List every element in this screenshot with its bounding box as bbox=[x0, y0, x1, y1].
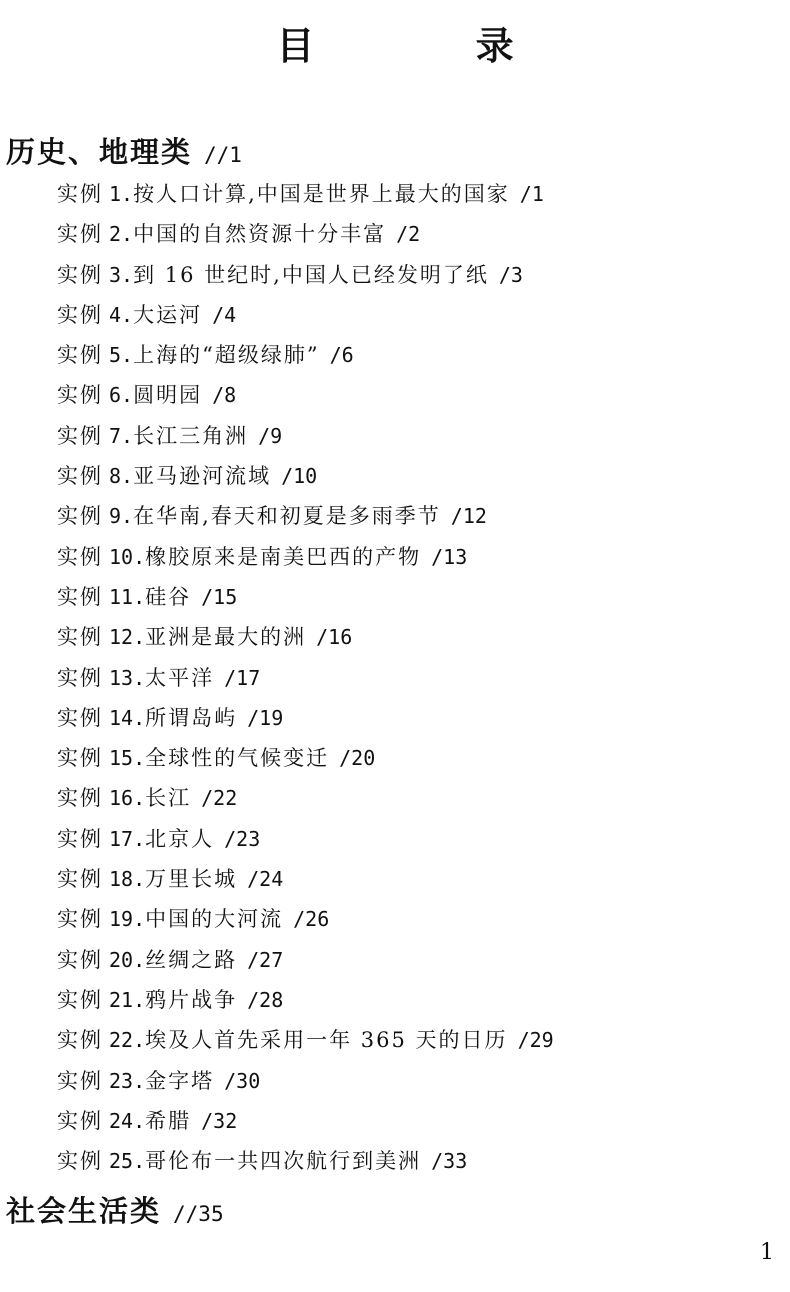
toc-entry-title: 太平洋 bbox=[145, 665, 215, 690]
toc-entry-page: /1 bbox=[519, 182, 544, 206]
toc-entry-page: /30 bbox=[224, 1068, 261, 1093]
toc-entry-page: /17 bbox=[224, 665, 261, 690]
section-page-ref: //35 bbox=[173, 1202, 224, 1226]
toc-entry-title: 丝绸之路 bbox=[145, 947, 238, 972]
toc-entry-number: 4. bbox=[109, 302, 134, 327]
toc-entry[interactable] bbox=[57, 174, 554, 214]
toc-entry-label: 实例 bbox=[57, 1108, 103, 1133]
toc-entry-page: /4 bbox=[212, 302, 237, 327]
toc-entry-page: /20 bbox=[339, 746, 376, 771]
toc-entry[interactable] bbox=[57, 819, 554, 859]
toc-entry-page: /10 bbox=[281, 464, 318, 489]
toc-entry[interactable] bbox=[57, 899, 554, 939]
toc-entry-page: /2 bbox=[396, 222, 421, 247]
toc-entry-label: 实例 bbox=[57, 1028, 103, 1053]
toc-entry-number: 24. bbox=[109, 1108, 146, 1133]
toc-entry[interactable] bbox=[57, 255, 554, 295]
toc-entry-number: 21. bbox=[109, 987, 146, 1012]
toc-entry-title: 中国的自然资源十分丰富 bbox=[133, 222, 387, 247]
toc-entry-number: 7. bbox=[109, 423, 134, 448]
toc-entry-page: /27 bbox=[247, 947, 284, 972]
toc-entry[interactable] bbox=[57, 778, 554, 818]
toc-entry-label: 实例 bbox=[57, 826, 103, 851]
toc-entry-number: 15. bbox=[109, 746, 146, 771]
toc-entry-title: 金字塔 bbox=[145, 1068, 215, 1093]
toc-entry-label: 实例 bbox=[57, 987, 103, 1012]
toc-entry-label: 实例 bbox=[57, 182, 103, 206]
toc-entry[interactable] bbox=[57, 1020, 554, 1060]
toc-entry[interactable] bbox=[57, 980, 554, 1020]
toc-entry[interactable] bbox=[57, 335, 554, 375]
toc-entry-page: /22 bbox=[201, 786, 238, 811]
toc-entry-page: /23 bbox=[224, 826, 261, 851]
toc-entry[interactable] bbox=[57, 1141, 554, 1181]
toc-entry-label: 实例 bbox=[57, 665, 103, 690]
toc-entry-page: /32 bbox=[201, 1108, 238, 1133]
toc-entry-label: 实例 bbox=[57, 302, 103, 327]
toc-entry-number: 17. bbox=[109, 826, 146, 851]
toc-entry-label: 实例 bbox=[57, 423, 103, 448]
toc-entry-title: 希腊 bbox=[145, 1108, 192, 1133]
toc-entry-label: 实例 bbox=[57, 1068, 103, 1093]
toc-entry[interactable] bbox=[57, 496, 554, 536]
toc-entry-title: 哥伦布一共四次航行到美洲 bbox=[145, 1149, 422, 1174]
toc-entry[interactable] bbox=[57, 375, 554, 415]
toc-entry-list bbox=[57, 174, 554, 1181]
toc-entry-number: 20. bbox=[109, 947, 146, 972]
toc-entry-title: 圆明园 bbox=[133, 383, 203, 408]
toc-entry-label: 实例 bbox=[57, 504, 103, 529]
toc-entry-page: /19 bbox=[247, 705, 284, 730]
toc-entry-number: 25. bbox=[109, 1149, 146, 1174]
toc-entry-label: 实例 bbox=[57, 907, 103, 932]
toc-entry-page: /33 bbox=[431, 1149, 468, 1174]
toc-entry-label: 实例 bbox=[57, 786, 103, 811]
toc-entry-label: 实例 bbox=[57, 867, 103, 892]
toc-entry-page: /16 bbox=[316, 625, 353, 650]
toc-entry-title: 长江三角洲 bbox=[133, 423, 249, 448]
toc-entry[interactable] bbox=[57, 456, 554, 496]
toc-entry-page: /3 bbox=[498, 262, 523, 287]
toc-entry-label: 实例 bbox=[57, 625, 103, 650]
toc-entry-page: /9 bbox=[258, 423, 283, 448]
toc-entry-page: /29 bbox=[517, 1028, 554, 1053]
toc-entry-title: 上海的“超级绿肺” bbox=[133, 343, 320, 368]
toc-entry-label: 实例 bbox=[57, 705, 103, 730]
toc-entry-number: 19. bbox=[109, 907, 146, 932]
page-number: 1 bbox=[760, 1240, 774, 1265]
section-title: 历史、地理类 bbox=[6, 135, 193, 169]
toc-entry-title: 硅谷 bbox=[145, 584, 192, 609]
toc-entry-label: 实例 bbox=[57, 584, 103, 609]
toc-entry-title: 埃及人首先采用一年 365 天的日历 bbox=[145, 1028, 508, 1053]
toc-entry-page: /26 bbox=[293, 907, 330, 932]
toc-entry-label: 实例 bbox=[57, 222, 103, 247]
toc-entry-title: 橡胶原来是南美巴西的产物 bbox=[145, 544, 422, 569]
toc-entry[interactable] bbox=[57, 698, 554, 738]
section-title: 社会生活类 bbox=[6, 1194, 162, 1228]
toc-entry-number: 18. bbox=[109, 867, 146, 892]
toc-entry-title: 大运河 bbox=[133, 302, 203, 327]
toc-entry[interactable] bbox=[57, 416, 554, 456]
toc-entry-number: 12. bbox=[109, 625, 146, 650]
toc-entry-number: 11. bbox=[109, 584, 146, 609]
page-title: 目 录 bbox=[276, 24, 588, 68]
toc-entry-label: 实例 bbox=[57, 383, 103, 408]
section-heading-social-life[interactable] bbox=[6, 1191, 224, 1234]
toc-entry-page: /24 bbox=[247, 867, 284, 892]
toc-entry[interactable] bbox=[57, 658, 554, 698]
toc-entry[interactable] bbox=[57, 1101, 554, 1141]
toc-entry-label: 实例 bbox=[57, 464, 103, 489]
toc-entry-title: 中国的大河流 bbox=[145, 907, 284, 932]
toc-entry-number: 22. bbox=[109, 1028, 146, 1053]
toc-entry-title: 长江 bbox=[145, 786, 192, 811]
toc-entry[interactable] bbox=[57, 214, 554, 254]
toc-entry-number: 1. bbox=[109, 182, 134, 206]
toc-entry-title: 全球性的气候变迁 bbox=[145, 746, 330, 771]
toc-entry[interactable] bbox=[57, 940, 554, 980]
toc-entry-number: 8. bbox=[109, 464, 134, 489]
toc-entry[interactable] bbox=[57, 295, 554, 335]
toc-entry-label: 实例 bbox=[57, 1149, 103, 1174]
toc-entry[interactable] bbox=[57, 617, 554, 657]
toc-entry-page: /12 bbox=[450, 504, 487, 529]
toc-entry-label: 实例 bbox=[57, 343, 103, 368]
toc-entry-number: 6. bbox=[109, 383, 134, 408]
toc-entry-page: /28 bbox=[247, 987, 284, 1012]
toc-entry-page: /8 bbox=[212, 383, 237, 408]
toc-entry[interactable] bbox=[57, 738, 554, 778]
toc-entry-title: 在华南,春天和初夏是多雨季节 bbox=[133, 504, 441, 529]
toc-entry-number: 14. bbox=[109, 705, 146, 730]
toc-entry-title: 鸦片战争 bbox=[145, 987, 238, 1012]
toc-entry-label: 实例 bbox=[57, 544, 103, 569]
toc-entry-number: 13. bbox=[109, 665, 146, 690]
toc-entry-title: 万里长城 bbox=[145, 867, 238, 892]
toc-entry-page: /6 bbox=[329, 343, 354, 368]
toc-entry-title: 亚洲是最大的洲 bbox=[145, 625, 307, 650]
toc-entry-number: 23. bbox=[109, 1068, 146, 1093]
toc-entry-number: 10. bbox=[109, 544, 146, 569]
toc-entry-number: 5. bbox=[109, 343, 134, 368]
toc-entry-label: 实例 bbox=[57, 262, 103, 287]
toc-entry-label: 实例 bbox=[57, 746, 103, 771]
toc-entry-title: 按人口计算,中国是世界上最大的国家 bbox=[133, 182, 510, 206]
toc-entry[interactable] bbox=[57, 577, 554, 617]
toc-entry-page: /15 bbox=[201, 584, 238, 609]
toc-entry-title: 到 16 世纪时,中国人已经发明了纸 bbox=[133, 262, 489, 287]
toc-entry-title: 亚马逊河流域 bbox=[133, 464, 272, 489]
toc-entry-number: 9. bbox=[109, 504, 134, 529]
toc-entry-title: 北京人 bbox=[145, 826, 215, 851]
toc-entry-label: 实例 bbox=[57, 947, 103, 972]
toc-entry[interactable] bbox=[57, 537, 554, 577]
section-heading-history-geography[interactable] bbox=[6, 132, 242, 175]
toc-entry-number: 3. bbox=[109, 262, 134, 287]
toc-entry[interactable] bbox=[57, 1061, 554, 1101]
toc-entry[interactable] bbox=[57, 859, 554, 899]
toc-entry-number: 16. bbox=[109, 786, 146, 811]
section-page-ref: //1 bbox=[204, 143, 242, 167]
toc-entry-page: /13 bbox=[431, 544, 468, 569]
toc-entry-title: 所谓岛屿 bbox=[145, 705, 238, 730]
toc-entry-number: 2. bbox=[109, 222, 134, 247]
